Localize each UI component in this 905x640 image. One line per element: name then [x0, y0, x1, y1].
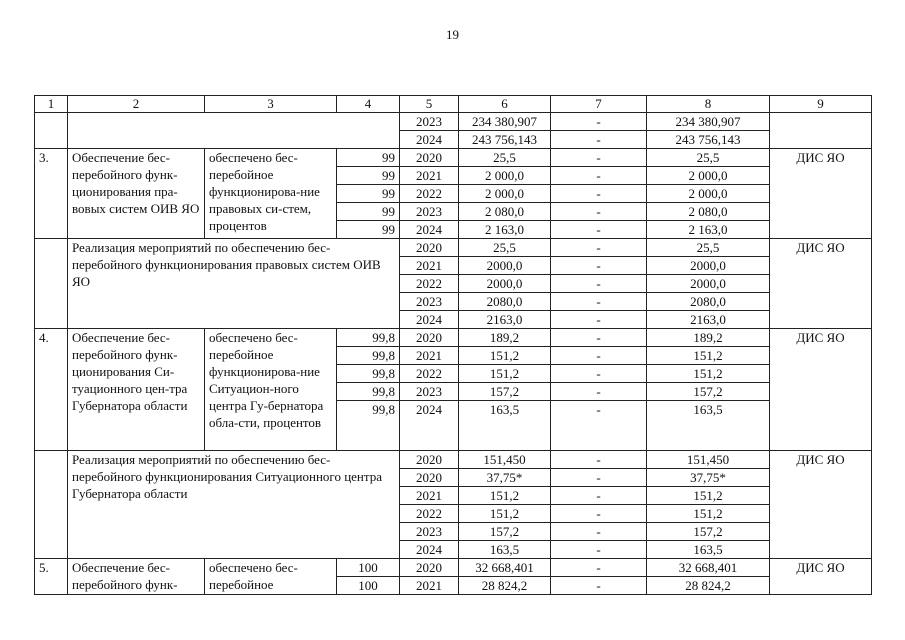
dash-cell: -: [551, 203, 647, 221]
year-cell: 2022: [400, 365, 459, 383]
dash-cell: -: [551, 275, 647, 293]
dash-cell: -: [551, 311, 647, 329]
table-row: [35, 239, 872, 257]
amount-cell: 243 756,143: [459, 131, 551, 149]
amount-cell: 25,5: [459, 149, 551, 167]
amount-cell: 163,5: [459, 401, 551, 451]
dash-cell: -: [551, 113, 647, 131]
total-cell: 151,2: [647, 487, 770, 505]
dash-cell: -: [551, 505, 647, 523]
amount-cell: 37,75*: [459, 469, 551, 487]
header-row: [35, 96, 872, 113]
amount-cell: 157,2: [459, 383, 551, 401]
header-cell: 7: [551, 96, 647, 113]
indicator-cell: обеспечено бес-перебойное: [205, 559, 337, 595]
year-cell: 2021: [400, 577, 459, 595]
year-cell: 2020: [400, 239, 459, 257]
total-cell: 2 000,0: [647, 167, 770, 185]
target-value-cell: 99: [337, 203, 400, 221]
total-cell: 151,2: [647, 365, 770, 383]
header-cell: 2: [68, 96, 205, 113]
total-cell: 2 000,0: [647, 185, 770, 203]
total-cell: 28 824,2: [647, 577, 770, 595]
year-cell: 2023: [400, 113, 459, 131]
executor-cell: ДИС ЯО: [770, 149, 872, 239]
year-cell: 2024: [400, 221, 459, 239]
item-number: 3.: [35, 149, 68, 239]
year-cell: 2022: [400, 185, 459, 203]
header-cell: 3: [205, 96, 337, 113]
dash-cell: -: [551, 451, 647, 469]
total-cell: 151,450: [647, 451, 770, 469]
total-cell: 2080,0: [647, 293, 770, 311]
total-cell: 2 163,0: [647, 221, 770, 239]
item-number: 5.: [35, 559, 68, 595]
year-cell: 2024: [400, 401, 459, 451]
amount-cell: 2000,0: [459, 257, 551, 275]
empty-cell: [770, 113, 872, 149]
year-cell: 2022: [400, 505, 459, 523]
amount-cell: 2 000,0: [459, 185, 551, 203]
amount-cell: 163,5: [459, 541, 551, 559]
indicator-cell: обеспечено бес-перебойное функционирова-ние Ситуацион-ного центра Гу-бернатора обла-сти, процентов: [205, 329, 337, 451]
amount-cell: 32 668,401: [459, 559, 551, 577]
year-cell: 2024: [400, 541, 459, 559]
dash-cell: -: [551, 487, 647, 505]
header-cell: 6: [459, 96, 551, 113]
target-value-cell: 99: [337, 167, 400, 185]
dash-cell: -: [551, 293, 647, 311]
total-cell: 32 668,401: [647, 559, 770, 577]
amount-cell: 151,2: [459, 365, 551, 383]
total-cell: 2163,0: [647, 311, 770, 329]
table-row: [35, 113, 872, 131]
total-cell: 2000,0: [647, 275, 770, 293]
total-cell: 2 080,0: [647, 203, 770, 221]
empty-cell: [35, 451, 68, 559]
target-value-cell: 99: [337, 221, 400, 239]
empty-cell: [35, 113, 68, 149]
total-cell: 25,5: [647, 239, 770, 257]
target-value-cell: 99: [337, 185, 400, 203]
amount-cell: 151,450: [459, 451, 551, 469]
activity-cell: Реализация мероприятий по обеспечению бес-перебойного функционирования правовых систем ОИВ ЯО: [68, 239, 400, 329]
total-cell: 157,2: [647, 383, 770, 401]
target-value-cell: 100: [337, 577, 400, 595]
total-cell: 163,5: [647, 541, 770, 559]
total-cell: 2000,0: [647, 257, 770, 275]
year-cell: 2020: [400, 149, 459, 167]
goal-cell: Обеспечение бес-перебойного функ-: [68, 559, 205, 595]
year-cell: 2021: [400, 487, 459, 505]
total-cell: 151,2: [647, 505, 770, 523]
dash-cell: -: [551, 365, 647, 383]
executor-cell: ДИС ЯО: [770, 239, 872, 329]
indicator-cell: обеспечено бес-перебойное функционирова-ние правовых си-стем, процентов: [205, 149, 337, 239]
total-cell: 243 756,143: [647, 131, 770, 149]
target-value-cell: 99: [337, 149, 400, 167]
year-cell: 2020: [400, 559, 459, 577]
target-value-cell: 99,8: [337, 401, 400, 451]
amount-cell: 2163,0: [459, 311, 551, 329]
target-value-cell: 99,8: [337, 329, 400, 347]
executor-cell: ДИС ЯО: [770, 451, 872, 559]
year-cell: 2020: [400, 469, 459, 487]
amount-cell: 157,2: [459, 523, 551, 541]
dash-cell: -: [551, 167, 647, 185]
dash-cell: -: [551, 347, 647, 365]
year-cell: 2021: [400, 347, 459, 365]
executor-cell: ДИС ЯО: [770, 329, 872, 451]
activity-cell: Реализация мероприятий по обеспечению бес-перебойного функционирования Ситуационного центра Губернатора области: [68, 451, 400, 559]
goal-cell: Обеспечение бес-перебойного функ-ционирования Си-туационного цен-тра Губернатора области: [68, 329, 205, 451]
executor-cell: ДИС ЯО: [770, 559, 872, 595]
dash-cell: -: [551, 221, 647, 239]
dash-cell: -: [551, 239, 647, 257]
total-cell: 234 380,907: [647, 113, 770, 131]
dash-cell: -: [551, 149, 647, 167]
empty-cell: [35, 239, 68, 329]
header-cell: 9: [770, 96, 872, 113]
year-cell: 2021: [400, 257, 459, 275]
amount-cell: 151,2: [459, 347, 551, 365]
year-cell: 2020: [400, 329, 459, 347]
header-cell: 1: [35, 96, 68, 113]
amount-cell: 2000,0: [459, 275, 551, 293]
dash-cell: -: [551, 131, 647, 149]
amount-cell: 2080,0: [459, 293, 551, 311]
amount-cell: 2 080,0: [459, 203, 551, 221]
year-cell: 2024: [400, 311, 459, 329]
header-cell: 4: [337, 96, 400, 113]
table-row: [35, 559, 872, 577]
header-cell: 5: [400, 96, 459, 113]
total-cell: 37,75*: [647, 469, 770, 487]
amount-cell: 2 163,0: [459, 221, 551, 239]
empty-cell: [68, 113, 400, 149]
target-value-cell: 99,8: [337, 383, 400, 401]
amount-cell: 234 380,907: [459, 113, 551, 131]
dash-cell: -: [551, 577, 647, 595]
total-cell: 163,5: [647, 401, 770, 451]
amount-cell: 28 824,2: [459, 577, 551, 595]
year-cell: 2023: [400, 383, 459, 401]
program-table: [34, 95, 872, 595]
dash-cell: -: [551, 383, 647, 401]
total-cell: 157,2: [647, 523, 770, 541]
table-row: [35, 329, 872, 347]
page-number: 19: [446, 27, 459, 42]
year-cell: 2024: [400, 131, 459, 149]
year-cell: 2023: [400, 293, 459, 311]
dash-cell: -: [551, 559, 647, 577]
dash-cell: -: [551, 469, 647, 487]
target-value-cell: 100: [337, 559, 400, 577]
total-cell: 189,2: [647, 329, 770, 347]
header-cell: 8: [647, 96, 770, 113]
dash-cell: -: [551, 329, 647, 347]
target-value-cell: 99,8: [337, 347, 400, 365]
amount-cell: 151,2: [459, 487, 551, 505]
target-value-cell: 99,8: [337, 365, 400, 383]
table-row: [35, 149, 872, 167]
goal-cell: Обеспечение бес-перебойного функ-ционирования пра-вовых систем ОИВ ЯО: [68, 149, 205, 239]
item-number: 4.: [35, 329, 68, 451]
amount-cell: 189,2: [459, 329, 551, 347]
year-cell: 2020: [400, 451, 459, 469]
year-cell: 2023: [400, 523, 459, 541]
year-cell: 2023: [400, 203, 459, 221]
amount-cell: 2 000,0: [459, 167, 551, 185]
year-cell: 2022: [400, 275, 459, 293]
dash-cell: -: [551, 541, 647, 559]
year-cell: 2021: [400, 167, 459, 185]
total-cell: 25,5: [647, 149, 770, 167]
amount-cell: 151,2: [459, 505, 551, 523]
table-row: [35, 451, 872, 469]
amount-cell: 25,5: [459, 239, 551, 257]
dash-cell: -: [551, 257, 647, 275]
dash-cell: -: [551, 401, 647, 451]
dash-cell: -: [551, 523, 647, 541]
dash-cell: -: [551, 185, 647, 203]
total-cell: 151,2: [647, 347, 770, 365]
